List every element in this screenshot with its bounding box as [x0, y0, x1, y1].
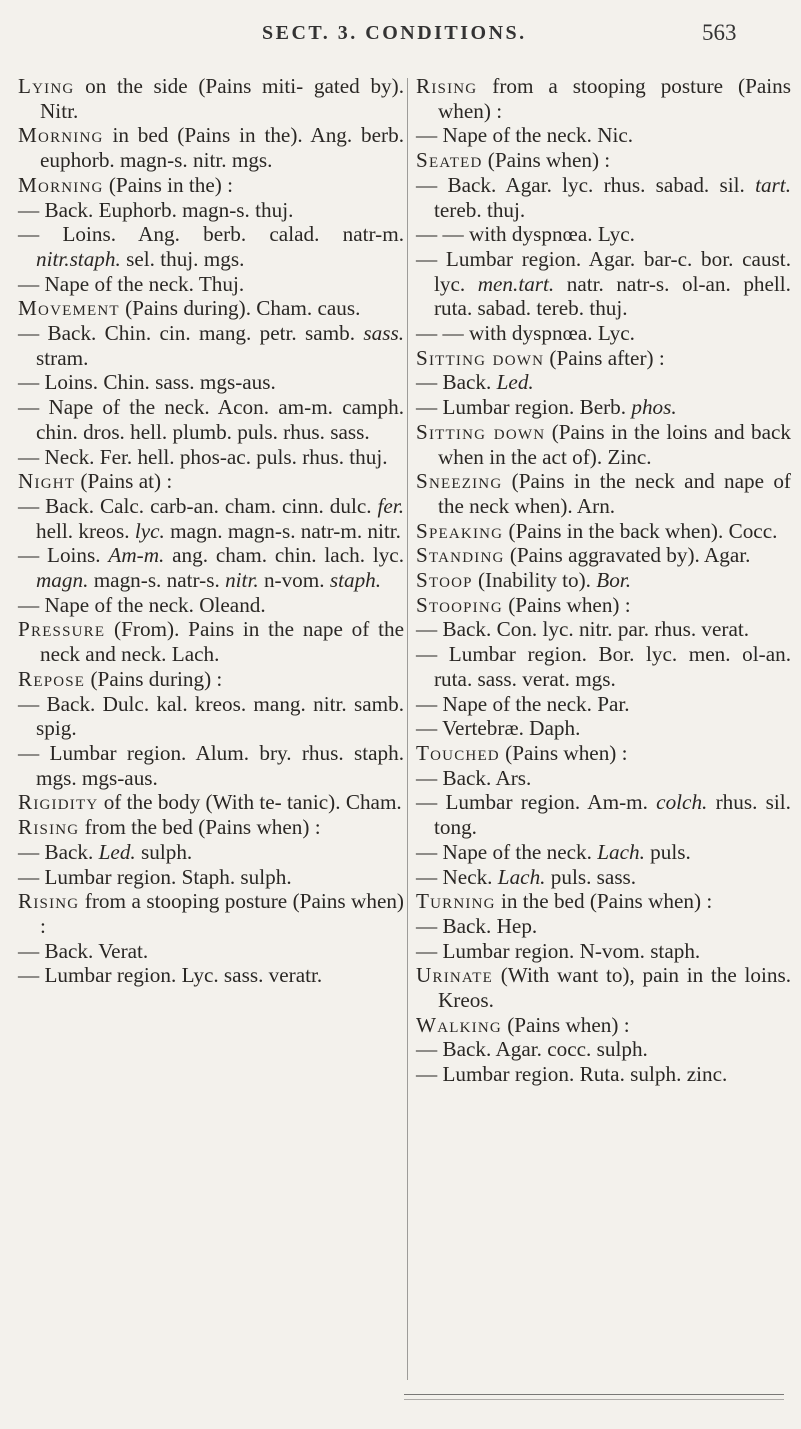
entry-text: — Lumbar region. Bor. lyc. men. ol-an. ruta. sass. verat. mgs. [416, 642, 791, 691]
entry-term: Sitting down [416, 345, 545, 370]
entry-subitem [416, 247, 791, 321]
entry-subitem [416, 865, 791, 890]
entry-text: — Back. Agar. cocc. sulph. [416, 1037, 648, 1062]
entry-subitem [416, 222, 791, 247]
entry-text: — — with dyspnœa. Lyc. [416, 321, 635, 346]
remedy-italic: lyc. [134, 518, 165, 543]
entry-subitem [416, 617, 791, 642]
entry-term: Turning [416, 889, 496, 914]
entry-text: n-vom. [258, 568, 330, 593]
entry-heading [18, 617, 404, 666]
entry-subitem [18, 939, 404, 964]
entry-term: Rising [416, 74, 478, 98]
entry-term: Pressure [18, 617, 106, 642]
entry-subitem [18, 445, 404, 470]
remedy-emphasis: tart. [518, 271, 555, 296]
entry-text: puls. sass. [545, 864, 637, 889]
entry-subitem [18, 963, 404, 988]
entry-text: thuj. mgs. [160, 246, 245, 271]
entry-term: Rigidity [18, 790, 99, 815]
remedy-italic: Am-m. [108, 543, 165, 568]
entry-term: Speaking [416, 518, 504, 543]
entry-text: (From). Pains in the nape of the neck and neck. Lach. [40, 617, 404, 667]
remedy-emphasis: staph. [69, 246, 121, 271]
remedy-italic: Led. [496, 370, 534, 395]
entry-text: — Lumbar region. N-vom. staph. [416, 938, 701, 963]
entry-text: — Nape of the neck. Acon. am-m. camph. chin. dros. hell. plumb. puls. rhus. sass. [18, 395, 404, 444]
entry-subitem [416, 321, 791, 346]
entry-text: (Pains in the loins and back when in the act of). Zinc. [438, 419, 791, 469]
entry-subitem [18, 593, 404, 618]
entry-heading [416, 741, 791, 766]
remedy-italic: fer. [377, 493, 404, 518]
entry-text: — Back. Verat. [18, 938, 149, 963]
entry-text: — Lumbar region. Am-m. [416, 790, 657, 815]
entry-text: (Pains in the) : [103, 172, 234, 197]
page-header [0, 0, 801, 60]
entry-text: on the side (Pains miti- gated by). Nitr. [40, 74, 404, 123]
entry-text: — Lumbar region. Staph. sulph. [18, 864, 292, 889]
entry-subitem [416, 939, 791, 964]
entry-text: in bed (Pains in the). Ang. berb. euphorb. magn-s. nitr. mgs. [40, 123, 404, 173]
entry-term: Morning [18, 172, 104, 197]
entry-term: Seated [416, 148, 483, 173]
entry-text: — Back. Agar. lyc. rhus. sabad. sil. [416, 172, 756, 197]
entry-text: in the bed (Pains when) : [495, 889, 713, 914]
entry-text: — Back. [18, 839, 99, 864]
entry-term: Walking [416, 1012, 502, 1037]
entry-text: — Nape of the neck. [416, 839, 598, 864]
entry-term: Repose [18, 666, 86, 691]
entry-text: hell. kreos. [36, 518, 135, 543]
remedy-italic: Led. [98, 839, 136, 864]
entry-term: Rising [18, 815, 80, 840]
entry-text: — — with dyspnœa. Lyc. [416, 222, 635, 247]
entry-subitem [18, 222, 404, 271]
entry-text: — Back. Con. lyc. nitr. par. rhus. verat. [416, 617, 750, 642]
entry-subitem [416, 766, 791, 791]
entry-text: — Lumbar region. Ruta. sulph. zinc. [416, 1062, 728, 1087]
entry-text: stram. [36, 345, 89, 370]
entry-text: ang. cham. chin. lach. lyc. [164, 543, 405, 568]
entry-text: (Pains when) : [482, 148, 611, 173]
entry-term: Standing [416, 543, 505, 568]
entry-heading [416, 593, 791, 618]
entry-subitem [416, 370, 791, 395]
entry-heading [416, 74, 791, 123]
entry-heading [416, 469, 791, 518]
entry-text: — Nape of the neck. Oleand. [18, 592, 266, 617]
entry-text: — Back. Dulc. kal. kreos. mang. nitr. samb. spig. [18, 691, 404, 741]
entry-text: — Back. Ars. [416, 765, 532, 790]
entry-term: Lying [18, 74, 75, 98]
entry-term: Morning [18, 123, 104, 148]
entry-subitem [18, 321, 404, 370]
entry-text: (Pains aggravated by). Agar. [504, 543, 751, 568]
bottom-rule [404, 1394, 784, 1395]
entry-text: — Loins. Chin. sass. mgs-aus. [18, 370, 276, 395]
running-head: SECT. 3. CONDITIONS. [262, 22, 527, 44]
right-column [416, 74, 791, 1087]
remedy-italic: nitr. [225, 568, 259, 593]
remedy-emphasis: phos. [631, 395, 677, 420]
entry-subitem [416, 716, 791, 741]
entry-subitem [18, 840, 404, 865]
entry-text: — Lumbar region. Berb. [416, 395, 632, 420]
remedy-italic: staph. [329, 568, 382, 593]
entry-heading [416, 568, 791, 593]
entry-heading [416, 1013, 791, 1038]
entry-text: tereb. thuj. [434, 197, 526, 222]
entry-subitem [18, 272, 404, 297]
remedy-italic: magn. [36, 568, 89, 593]
left-column [18, 74, 404, 988]
entry-subitem [18, 543, 404, 592]
entry-text: — Back. [416, 370, 497, 395]
entry-heading [416, 889, 791, 914]
entry-heading [18, 667, 404, 692]
entry-term: Sneezing [416, 469, 503, 494]
entry-text: — Vertebræ. Daph. [416, 716, 581, 741]
remedy-italic: colch. [656, 790, 708, 815]
entry-term: Touched [416, 740, 500, 765]
entry-subitem [18, 370, 404, 395]
entry-heading [18, 74, 404, 123]
entry-text: — Back. Euphorb. magn-s. thuj. [18, 197, 294, 222]
entry-subitem [416, 692, 791, 717]
entry-text: (Inability to). [472, 568, 597, 593]
entry-text: (Pains when) : [502, 592, 631, 617]
page-number: 563 [702, 20, 737, 45]
entry-heading [18, 469, 404, 494]
entry-subitem [416, 1037, 791, 1062]
entry-text: — Loins. [18, 543, 109, 568]
entry-heading [416, 420, 791, 469]
column-divider [407, 78, 408, 1380]
entry-heading [18, 790, 404, 815]
entry-text: from a stooping posture (Pains when) : [438, 74, 791, 123]
entry-subitem [416, 840, 791, 865]
entry-term: Movement [18, 296, 120, 321]
entry-text: — Lumbar region. Alum. bry. rhus. staph. mgs. mgs-aus. [18, 740, 404, 790]
entry-subitem [416, 123, 791, 148]
entry-text: — Nape of the neck. Thuj. [18, 271, 245, 296]
entry-text: magn. magn-s. natr-m. nitr. [164, 518, 401, 543]
entry-heading [18, 173, 404, 198]
entry-text: sulph. [135, 839, 193, 864]
entry-text: — Lumbar region. Lyc. sass. veratr. [18, 963, 323, 988]
entry-heading [416, 543, 791, 568]
entry-subitem [416, 790, 791, 839]
entry-subitem [416, 395, 791, 420]
entry-text: (Pains during) : [85, 666, 223, 691]
remedy-italic: tart. [755, 172, 791, 197]
entry-text: — Lumbar region. Agar. bar-c. bor. caust. lyc. [416, 246, 791, 296]
entry-subitem [416, 642, 791, 691]
entry-text: — Nape of the neck. Par. [416, 691, 630, 716]
remedy-italic: Lach. [597, 839, 645, 864]
entry-heading [18, 889, 404, 938]
entry-text: (Pains when) : [501, 1012, 630, 1037]
entry-text: — Back. Chin. cin. mang. petr. samb. [18, 321, 364, 346]
entry-subitem [416, 173, 791, 222]
entry-text: (Pains after) : [544, 345, 665, 370]
entry-heading [416, 519, 791, 544]
remedy-italic: Bor. [596, 568, 631, 593]
entry-text: — Neck. Fer. hell. phos-ac. puls. rhus. thuj. [18, 444, 388, 469]
entry-text: (Pains when) : [499, 740, 628, 765]
entry-subitem [18, 692, 404, 741]
entry-text: from a stooping posture (Pains when) : [40, 889, 404, 938]
entry-term: Stooping [416, 592, 503, 617]
entry-subitem [416, 914, 791, 939]
entry-text: — Nape of the neck. Nic. [416, 123, 634, 148]
entry-text: — Back. Calc. carb-an. cham. cinn. dulc. [18, 493, 378, 518]
entry-heading [18, 815, 404, 840]
entry-text: — Back. Hep. [416, 913, 538, 938]
entry-term: Night [18, 469, 76, 494]
entry-subitem [18, 494, 404, 543]
entry-subitem [416, 1062, 791, 1087]
entry-text: of the body (With te- tanic). Cham. [98, 790, 402, 815]
entry-text: (Pains during). Cham. caus. [119, 296, 361, 321]
entry-text: — Loins. Ang. berb. calad. natr-m. [18, 222, 404, 247]
entry-term: Stoop [416, 568, 473, 593]
entry-text: (With want to), pain in the loins. Kreos. [438, 963, 791, 1013]
remedy-italic: Lach. [497, 864, 546, 889]
entry-text: — Neck. [416, 864, 498, 889]
entry-heading [18, 123, 404, 172]
entry-text: (Pains at) : [75, 469, 173, 494]
bottom-rule-secondary [404, 1399, 784, 1400]
entry-text: magn-s. natr-s. [88, 568, 226, 593]
entry-subitem [18, 395, 404, 444]
entry-text: tereb. thuj. [536, 296, 628, 321]
entry-term: Rising [18, 889, 80, 914]
entry-text: (Pains in the back when). Cocc. [503, 518, 778, 543]
entry-term: Urinate [416, 963, 494, 988]
entry-subitem [18, 865, 404, 890]
remedy-emphasis: sass. [363, 321, 404, 346]
remedy-italic: men. [477, 271, 519, 296]
entry-subitem [18, 741, 404, 790]
entry-heading [416, 148, 791, 173]
remedy-italic: nitr. [36, 246, 70, 271]
entry-subitem [18, 198, 404, 223]
entry-heading [18, 296, 404, 321]
entry-text: rhus. sil. tong. [434, 790, 791, 840]
entry-heading [416, 346, 791, 371]
entry-text: sel. [120, 246, 161, 271]
entry-text: from the bed (Pains when) : [79, 815, 321, 840]
entry-text: natr. natr-s. ol-an. phell. ruta. sabad. [434, 271, 791, 321]
entry-term: Sitting down [416, 419, 546, 444]
entry-text: puls. [644, 839, 691, 864]
entry-heading [416, 963, 791, 1012]
entry-text: (Pains in the neck and nape of the neck when). Arn. [438, 469, 791, 518]
